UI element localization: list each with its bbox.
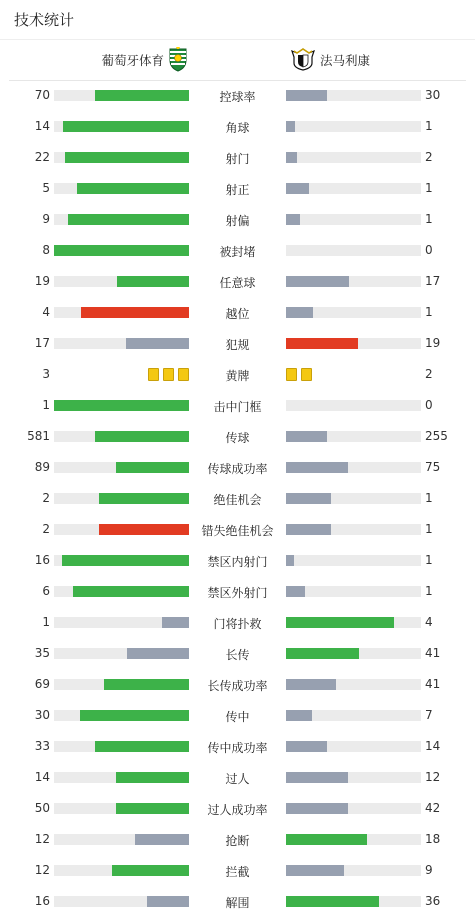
home-bar-track xyxy=(54,834,189,845)
away-bar-track xyxy=(286,555,421,566)
away-bar-track xyxy=(286,431,421,442)
stat-label: 越位 xyxy=(225,307,250,321)
away-bar-track xyxy=(286,524,421,535)
home-value: 19 xyxy=(34,274,50,288)
stat-label: 解围 xyxy=(225,896,250,910)
home-bar-fill xyxy=(54,245,189,256)
away-bar-track xyxy=(286,710,421,721)
away-bar-fill xyxy=(286,741,327,752)
stat-label: 门将扑救 xyxy=(213,617,262,631)
away-value: 41 xyxy=(425,646,441,660)
away-bar-fill xyxy=(286,307,313,318)
teams-row xyxy=(9,40,466,81)
home-value: 5 xyxy=(42,181,50,195)
stat-label: 射门 xyxy=(225,152,250,166)
home-bar-track xyxy=(54,276,189,287)
away-value: 2 xyxy=(425,367,433,381)
stat-row xyxy=(0,701,475,732)
away-bar-fill xyxy=(286,121,295,132)
away-value: 41 xyxy=(425,677,441,691)
home-bar-fill xyxy=(127,648,189,659)
home-bar-fill xyxy=(95,90,190,101)
home-value: 17 xyxy=(34,336,50,350)
home-bar-fill xyxy=(99,493,189,504)
home-bar-track xyxy=(54,772,189,783)
home-bar-track xyxy=(54,338,189,349)
home-value: 35 xyxy=(34,646,50,660)
away-bar-fill xyxy=(286,152,297,163)
home-team-name: 葡萄牙体育 xyxy=(101,53,164,68)
stat-row xyxy=(0,546,475,577)
home-cards xyxy=(148,368,189,381)
away-bar-track xyxy=(286,214,421,225)
home-bar-fill xyxy=(112,865,189,876)
away-value: 1 xyxy=(425,305,433,319)
home-bar-fill xyxy=(99,524,189,535)
home-value: 50 xyxy=(34,801,50,815)
section-title: 技术统计 xyxy=(14,11,75,29)
away-bar-fill xyxy=(286,772,348,783)
away-bar-track xyxy=(286,834,421,845)
stat-label: 禁区外射门 xyxy=(207,586,268,600)
home-bar-track xyxy=(54,493,189,504)
away-bar-track xyxy=(286,679,421,690)
home-bar-fill xyxy=(104,679,189,690)
away-bar-track xyxy=(286,896,421,907)
stat-label: 黄牌 xyxy=(225,369,250,383)
stat-label: 绝佳机会 xyxy=(213,493,262,507)
away-value: 2 xyxy=(425,150,433,164)
yellow-card-icon xyxy=(286,368,297,381)
home-value: 1 xyxy=(42,398,50,412)
away-bar-track xyxy=(286,307,421,318)
away-value: 17 xyxy=(425,274,441,288)
stat-label: 抢断 xyxy=(225,834,250,848)
stat-row xyxy=(0,205,475,236)
away-value: 42 xyxy=(425,801,441,815)
stat-row xyxy=(0,267,475,298)
home-value: 14 xyxy=(34,770,50,784)
stats-list xyxy=(0,81,475,918)
home-value: 30 xyxy=(34,708,50,722)
away-bar-track xyxy=(286,183,421,194)
away-bar-fill xyxy=(286,679,336,690)
stat-row xyxy=(0,887,475,918)
away-bar-track xyxy=(286,865,421,876)
home-value: 8 xyxy=(42,243,50,257)
stat-row xyxy=(0,608,475,639)
stat-label: 传球成功率 xyxy=(207,462,268,476)
home-bar-fill xyxy=(73,586,189,597)
away-bar-fill xyxy=(286,493,331,504)
stat-label: 禁区内射门 xyxy=(207,555,268,569)
away-bar-track xyxy=(286,741,421,752)
away-value: 255 xyxy=(425,429,448,443)
stat-label: 过人成功率 xyxy=(207,803,268,817)
away-bar-fill xyxy=(286,555,294,566)
home-bar-track xyxy=(54,896,189,907)
home-bar-fill xyxy=(116,772,189,783)
home-value: 12 xyxy=(34,832,50,846)
away-bar-track xyxy=(286,152,421,163)
away-value: 19 xyxy=(425,336,441,350)
away-bar-fill xyxy=(286,617,394,628)
away-bar-track xyxy=(286,90,421,101)
home-value: 22 xyxy=(34,150,50,164)
yellow-card-icon xyxy=(148,368,159,381)
stat-row xyxy=(0,422,475,453)
away-bar-fill xyxy=(286,338,358,349)
away-bar-track xyxy=(286,276,421,287)
home-bar-fill xyxy=(63,121,189,132)
away-bar-track xyxy=(286,617,421,628)
away-value: 18 xyxy=(425,832,441,846)
stat-label: 错失绝佳机会 xyxy=(201,524,274,538)
famalicao-crest-icon xyxy=(291,47,315,74)
home-value: 14 xyxy=(34,119,50,133)
stat-row xyxy=(0,794,475,825)
away-bar-fill xyxy=(286,524,331,535)
home-bar-fill xyxy=(80,710,189,721)
stat-row xyxy=(0,763,475,794)
away-value: 9 xyxy=(425,863,433,877)
yellow-card-icon xyxy=(301,368,312,381)
stat-label: 传球 xyxy=(225,431,250,445)
section-header xyxy=(0,0,475,40)
away-value: 1 xyxy=(425,119,433,133)
away-value: 14 xyxy=(425,739,441,753)
away-bar-track xyxy=(286,245,421,256)
stat-row xyxy=(0,329,475,360)
home-bar-fill xyxy=(116,803,189,814)
away-bar-track xyxy=(286,648,421,659)
away-bar-fill xyxy=(286,586,305,597)
stat-row xyxy=(0,453,475,484)
away-value: 1 xyxy=(425,212,433,226)
stat-label: 长传成功率 xyxy=(207,679,268,693)
stat-label: 控球率 xyxy=(219,90,256,104)
away-bar-fill xyxy=(286,710,312,721)
stat-row xyxy=(0,639,475,670)
home-bar-track xyxy=(54,679,189,690)
stat-row xyxy=(0,825,475,856)
home-bar-track xyxy=(54,710,189,721)
away-bar-fill xyxy=(286,803,348,814)
home-bar-track xyxy=(54,617,189,628)
away-bar-fill xyxy=(286,648,359,659)
away-bar-track xyxy=(286,338,421,349)
home-bar-track xyxy=(54,214,189,225)
home-bar-fill xyxy=(126,338,189,349)
home-bar-fill xyxy=(68,214,190,225)
stat-row xyxy=(0,670,475,701)
home-bar-track xyxy=(54,90,189,101)
stat-label: 拦截 xyxy=(225,865,250,879)
away-value: 30 xyxy=(425,88,441,102)
home-bar-track xyxy=(54,462,189,473)
stat-row xyxy=(0,143,475,174)
home-bar-track xyxy=(54,524,189,535)
stat-label: 过人 xyxy=(225,772,250,786)
home-value: 70 xyxy=(34,88,50,102)
away-team-name: 法马利康 xyxy=(320,53,371,68)
home-bar-fill xyxy=(147,896,189,907)
away-value: 0 xyxy=(425,243,433,257)
away-value: 1 xyxy=(425,584,433,598)
away-value: 1 xyxy=(425,181,433,195)
home-value: 16 xyxy=(34,894,50,908)
away-bar-fill xyxy=(286,183,309,194)
away-value: 1 xyxy=(425,553,433,567)
away-value: 7 xyxy=(425,708,433,722)
away-value: 12 xyxy=(425,770,441,784)
home-bar-fill xyxy=(81,307,189,318)
stat-row xyxy=(0,515,475,546)
home-bar-track xyxy=(54,245,189,256)
home-value: 4 xyxy=(42,305,50,319)
away-bar-fill xyxy=(286,462,348,473)
away-bar-fill xyxy=(286,431,327,442)
home-value: 6 xyxy=(42,584,50,598)
home-bar-fill xyxy=(162,617,189,628)
away-bar-fill xyxy=(286,865,344,876)
stat-label: 击中门框 xyxy=(213,400,262,414)
away-bar-track xyxy=(286,121,421,132)
away-value: 36 xyxy=(425,894,441,908)
home-bar-fill xyxy=(77,183,189,194)
home-bar-track xyxy=(54,307,189,318)
stat-row xyxy=(0,360,475,391)
stat-label: 被封堵 xyxy=(219,245,256,259)
home-bar-track xyxy=(54,121,189,132)
away-bar-fill xyxy=(286,834,367,845)
stat-label: 传中成功率 xyxy=(207,741,268,755)
away-value: 0 xyxy=(425,398,433,412)
away-bar-track xyxy=(286,462,421,473)
home-value: 12 xyxy=(34,863,50,877)
home-bar-track xyxy=(54,152,189,163)
home-value: 3 xyxy=(42,367,50,381)
stat-label: 角球 xyxy=(225,121,250,135)
stat-row xyxy=(0,298,475,329)
away-cards xyxy=(286,368,312,381)
home-bar-track xyxy=(54,183,189,194)
home-bar-fill xyxy=(62,555,189,566)
away-bar-fill xyxy=(286,896,379,907)
yellow-card-icon xyxy=(163,368,174,381)
home-bar-fill xyxy=(54,400,189,411)
stat-row xyxy=(0,732,475,763)
stat-row xyxy=(0,174,475,205)
away-bar-fill xyxy=(286,214,300,225)
stat-label: 射偏 xyxy=(225,214,250,228)
home-bar-fill xyxy=(95,741,190,752)
home-bar-track xyxy=(54,803,189,814)
stat-row xyxy=(0,81,475,112)
stat-label: 射正 xyxy=(225,183,250,197)
home-bar-track xyxy=(54,741,189,752)
stat-label: 犯规 xyxy=(225,338,250,352)
home-bar-track xyxy=(54,648,189,659)
away-bar-track xyxy=(286,493,421,504)
home-value: 1 xyxy=(42,615,50,629)
home-bar-track xyxy=(54,586,189,597)
home-bar-track xyxy=(54,431,189,442)
home-value: 69 xyxy=(34,677,50,691)
stat-label: 长传 xyxy=(225,648,250,662)
home-bar-track xyxy=(54,400,189,411)
away-team[interactable] xyxy=(291,40,370,80)
stat-row xyxy=(0,391,475,422)
stat-row xyxy=(0,112,475,143)
home-value: 33 xyxy=(34,739,50,753)
home-bar-fill xyxy=(65,152,189,163)
home-value: 89 xyxy=(34,460,50,474)
away-bar-track xyxy=(286,803,421,814)
sporting-crest-icon xyxy=(168,46,188,75)
home-bar-fill xyxy=(135,834,189,845)
yellow-card-icon xyxy=(178,368,189,381)
home-value: 2 xyxy=(42,491,50,505)
home-team[interactable] xyxy=(101,40,188,80)
away-value: 1 xyxy=(425,522,433,536)
away-value: 1 xyxy=(425,491,433,505)
away-bar-fill xyxy=(286,276,349,287)
home-value: 2 xyxy=(42,522,50,536)
away-bar-track xyxy=(286,772,421,783)
home-bar-fill xyxy=(117,276,189,287)
home-value: 9 xyxy=(42,212,50,226)
away-bar-fill xyxy=(286,90,327,101)
home-bar-fill xyxy=(95,431,189,442)
away-value: 4 xyxy=(425,615,433,629)
away-value: 75 xyxy=(425,460,441,474)
stat-row xyxy=(0,236,475,267)
home-bar-track xyxy=(54,555,189,566)
home-bar-fill xyxy=(116,462,189,473)
home-value: 581 xyxy=(27,429,50,443)
away-bar-track xyxy=(286,400,421,411)
home-bar-track xyxy=(54,865,189,876)
away-bar-track xyxy=(286,586,421,597)
stat-row xyxy=(0,577,475,608)
stat-label: 任意球 xyxy=(219,276,256,290)
stat-label: 传中 xyxy=(225,710,250,724)
stat-row xyxy=(0,484,475,515)
stat-row xyxy=(0,856,475,887)
home-value: 16 xyxy=(34,553,50,567)
